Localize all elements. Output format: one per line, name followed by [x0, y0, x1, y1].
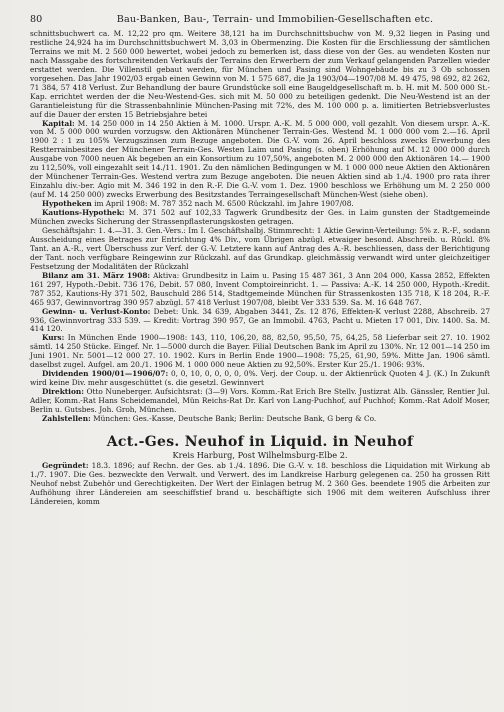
label-bilanz: Bilanz am 31. März 1908: [42, 270, 151, 280]
paragraph-kapital: Kapital: M. 14 250 000 in 14 250 Aktien à M. 1000. Urspr. A.-K. M. 5 000 000, voll gezahlt. Von diesem urspr. A.-K. von M. 5 000 000 wurden vorzugsw. den Aktionären Münchener Terrain-Ges. Westend M. 1 000 000 vom 2.—16. April 1900 2 : 1 zu 105% Verzugszinsen zum Bezuge angeboten. Die G.-V. vom 26. April beschloss zwecks Erwerbung des Restterrainbesitzes der Münchener Terrain-Ges. Westen Laim und Pasing (s. oben) Erhöhung auf M. 12 000 000 durch Ausgabe von 7000 neuen Ak begeben an ein Konsortium zu 107,50%, angeboten M. 2 000 000 den Aktionären 14.— 1900 zu 112,50%, voll eingezahlt seit 14./11. 1901. Zu den nämlichen Bedingungen w M. 1 000 000 neue Aktien den Aktionären der Münchener Terrain-Ges. Westend vertra zum Bezuge angeboten. Die neuen Aktien sind ab 1./4. 1900 pro rata ihrer Einzahlu div.-ber. Agio mit M. 346 192 in den R.-F. Die G.-V. vom 1. Dez. 1900 beschloss we Erhöhung um M. 2 250 000 (auf M. 14 250 000) zwecks Erwerbung des Besitzstandes Terraingesellschaft München-West (siehe oben). [30, 118, 490, 200]
section-body [30, 462, 490, 507]
label-gegruendet: Gegründet: [42, 460, 89, 470]
label-kapital: Kapital: [42, 118, 75, 128]
label-zahlstellen: Zahlstellen: [42, 413, 91, 423]
label-gewinn-verlust: Gewinn- u. Verlust-Konto: [42, 306, 151, 316]
paragraph-zahlstellen: Zahlstellen: München: Ges.-Kasse, Deutsche Bank; Berlin: Deutsche Bank, G berg & Co. [42, 413, 377, 423]
paragraph-terrain-description: schnittsbuchwert ca. M. 12,22 pro qm. Weitere 38,121 ha im Durchschnittsbuchw von M. 9,32 liegen in Pasing und restliche 24,924 ha im Durchschnittsbuchwert M. 3,03 in Obermenzing. Die Kosten für die Erschliessung der sämtlichen Terrains we mit M. 2 560 000 bewertet, wobei jedoch zu bemerken ist, dass diese von der Ges. au wendeten Kosten nur nach Massgabe des fortschreitenden Verkaufs der Terrains den Erwerbern der zum Verkauf gelangenden Parzellen wieder erstattet werden. Die Villenstil gebaut werden, für München und Pasing sind Wohngebäude bis zu 3 Ob schossen vorgesehen. Das Jahr 1902/03 ergab einen Gewinn von M. 1 575 687, die Ja 1903/04—1907/08 M. 49 475, 98 692, 82 262, 71 384, 57 418 Verlust. Zur Behandlung der baure Grundstücke soll eine Baugeldgesellschaft m. b. H. mit M. 500 000 St.-Kap. errichtet werden der die Neu-Westend-Ges. sich mit M. 50 000 zu beteiligen gedenkt. Die Neu-Westend ist an der Garantieleistung für die Strassenbahnlinie München-Pasing mit 72%, des M. 100 000 p. a. limitierten Betriebsverlustes auf die Dauer der ersten 15 Betriebsjahre betei [30, 29, 490, 119]
label-kautions-hypothek: Kautions-Hypothek: [42, 208, 125, 218]
paragraph-kurs: Kurs: In München Ende 1900—1908: 143, 110, 106,20, 88, 82,50, 95,50, 75, 64,25, 58 Lieferbar seit 27. 10. 1902 sämtl. 14 250 Stücke. Eingef. Nr. 1—5000 durch die Bayer. Filial Deutschen Bank im April zu 130%. Nr. 12 001—14 250 im Juni 1901. Nr. 5001—12 000 27. 10. 1902. Kurs in Berlin Ende 1900—1908: 75,25, 61,90, 59%. Mitte Jan. 1906 sämtl. daselbst zugel. Aufgel. am 20./1. 1906 M. 1 000 000 neue Aktien zu 92,50%. Erster Kur 25./1. 1906: 93%. [30, 333, 490, 370]
paragraph-gewinn-verlust: Gewinn- u. Verlust-Konto: Debet: Unk. 34 639, Abgaben 3441, Zs. 12 876, Effekten-K verlust 2288, Abschreib. 27 936, Gewinnvortrag 333 539. — Kredit: Vortrag 390 957, Ge an Immobil. 4763, Pacht u. Mieten 17 001, Div. 1400. Sa. M. 414 120. [30, 306, 490, 334]
paragraph-bilanz: Bilanz am 31. März 1908: Aktiva: Grundbesitz in Laim u. Pasing 15 487 361, 3 Ann 204 000, Kassa 2852, Effekten 161 297, Hypoth.-Debit. 736 176, Debit. 57 080, Invent Comptoireinricht. 1. — Passiva: A.-K. 14 250 000, Hypoth.-Kredit. 787 352, Kautions-Hy 371 502, Bauschuld 286 514, Stadtgemeinde München für Strassenkosten 135 718, K 18 204, R.-F. 465 937, Gewinnvortrag 390 957 abzügl. 57 418 Verlust 1907/08, bleibt Ver 333 539. Sa. M. 16 648 767. [30, 270, 491, 307]
paragraph-dividenden: Dividenden 1900/01—1906/07: 0, 0, 10, 0, 0, 0, 0, 0%. Verj. der Coup. u. der Aktienrück Quoten 4 J. (K.) In Zukunft wird keine Div. mehr ausgeschüttet (s. die gesetzl. Gewinnvert [30, 369, 490, 388]
paragraph-kautions-hypothek: Kautions-Hypothek: M. 371 502 auf 102,33 Tagwerk Grundbesitz der Ges. in Laim gunsten der Stadtgemeinde München zwecks Sicherung der Strassenpflasterungskosten getragen. [30, 208, 490, 227]
page-number: 80 [30, 14, 43, 25]
label-hypotheken: Hypotheken [42, 199, 92, 209]
section-subtitle: Kreis Harburg, Post Wilhelmsburg-Elbe 2. [172, 449, 348, 460]
section-title: Act.-Ges. Neuhof in Liquid. in Neuhof [106, 433, 414, 450]
label-direktion: Direktion: [42, 387, 84, 397]
paragraph-direktion: Direktion: Otto Nuneberger. Aufsichtsrat: (3—9) Vors. Komm.-Rat Erich Bre Stellv. Justizrat Alb. Gänssler, Rentier Jul. Adler, Komm.-Rat Hans Scheidemandel, Mün Reichs-Rat Dr. Karl von Lang-Puchhof, auf Puchhof; Komm.-Rat Adolf Moser, Berlin u. Gutsbes. Joh. Groh, München. [30, 387, 490, 415]
paragraph-geschaeftsjahr: Geschäftsjahr: 1. 4.—31. 3. Gen.-Vers.: Im I. Geschäftshalbj. Stimmrecht: 1 Aktie Gewinn-Verteilung: 5% z. R.-F., sodann Ausscheidung eines Betrages zur Entrichtung 4% Div., vom Übrigen abzügl. etwaiger besond. Abschreib. u. Rückl. 8% Tant. an A.-R., vert Überschuss zur Verf. der G.-V. Letztere kann auf Antrag des A.-R. beschliessen, dass der Berichtigung der Tant. noch verfügbare Reingewinn zur Rückzahl. auf das Grundkap. gleichmässig verwandt wird unter gleichzeitiger Festsetzung der Modalitäten der Rückzahl [30, 225, 490, 271]
running-title: Bau-Banken, Bau-, Terrain- und Immobilien-Gesellschaften etc. [116, 14, 434, 25]
text-body [30, 30, 490, 424]
paragraph-gegruendet: Gegründet: 18.3. 1896; auf Rechn. der Ges. ab 1./4. 1896. Die G.-V. v. 18. beschloss die Liquidation mit Wirkung ab 1./7. 1907. Die Ges. bezweckte den Verwalt. und Verwert. des im Landkreise Harburg gelegenen ca. 250 ha grossen Ritt Neuhof nebst Zubehör und Gerechtigkeiten. Der Wert der Einlagen betrug M. 2 360 Ges. beendete 1905 die Arbeiten zur Aufhöhung ihrer Ländereien am seeschiffstief brand u. beschäftigte sich 1906 mit dem weiteren Aufschluss ihrer Ländereien, komm [30, 460, 490, 506]
paragraph-hypotheken: Hypotheken im April 1908: M. 787 352 nach M. 6500 Rückzahl. im Jahre 1907/08. [42, 199, 354, 209]
page-header [30, 14, 490, 26]
label-dividenden: Dividenden 1900/01—1906/07: [42, 369, 169, 379]
label-kurs: Kurs: [42, 333, 65, 343]
